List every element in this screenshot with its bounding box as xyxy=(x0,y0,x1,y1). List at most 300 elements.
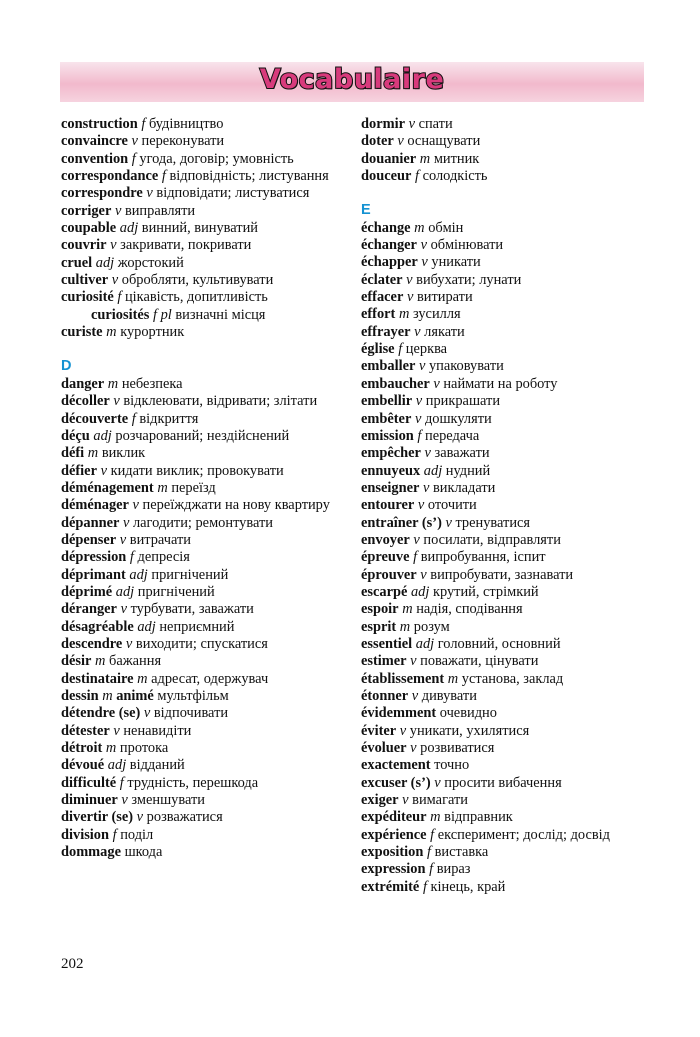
translation: переїжджати на нову квартиру xyxy=(142,497,330,514)
translation: уникати xyxy=(431,254,481,271)
grammar-label: v xyxy=(433,375,440,392)
grammar-label: v xyxy=(132,497,139,514)
grammar-label: v xyxy=(434,774,441,791)
translation: відданий xyxy=(129,757,185,774)
headword: exposition xyxy=(361,844,424,861)
vocab-entry xyxy=(61,445,344,462)
translation: виклик xyxy=(101,445,146,462)
translation: турбувати, заважати xyxy=(130,601,254,618)
headword: danger xyxy=(61,375,105,392)
vocab-entry xyxy=(361,844,644,861)
grammar-label: v xyxy=(410,653,417,670)
grammar-label: f xyxy=(119,774,124,791)
page-number: 202 xyxy=(61,956,84,972)
headword: exactement xyxy=(361,757,431,774)
grammar-label: v xyxy=(410,740,417,757)
translation: вимагати xyxy=(412,792,468,809)
headword: destinataire xyxy=(61,670,134,687)
translation: обмінювати xyxy=(430,237,504,254)
headword: échange xyxy=(361,219,411,236)
vocab-entry xyxy=(61,688,344,705)
grammar-label: v xyxy=(122,514,130,531)
translation: випробування, іспит xyxy=(420,549,546,566)
translation: відповідність; листування xyxy=(169,168,329,185)
vocab-entry xyxy=(361,723,644,740)
headword: doter xyxy=(361,133,394,150)
vocab-entry xyxy=(361,220,644,237)
grammar-label: v xyxy=(415,393,423,410)
grammar-label: f xyxy=(422,878,427,895)
headword: correspondance xyxy=(61,168,159,185)
vocab-entry xyxy=(361,445,644,462)
translation: вибухати; лунати xyxy=(416,271,522,288)
vocab-entry xyxy=(61,151,344,168)
translation: вираз xyxy=(436,861,471,878)
headword: effort xyxy=(361,306,396,323)
headword: détester xyxy=(61,722,110,739)
headword: défi xyxy=(61,445,85,462)
headword: couvrir xyxy=(61,237,107,254)
headword: expérience xyxy=(361,826,427,843)
translation: неприємний xyxy=(159,618,235,635)
translation: лагодити; ремонтувати xyxy=(132,514,273,531)
grammar-label: v xyxy=(121,792,128,809)
vocab-entry xyxy=(61,203,344,220)
translation: наймати на роботу xyxy=(443,375,558,392)
headword: convaincre xyxy=(61,133,128,150)
vocab-entry xyxy=(361,549,644,566)
vocab-entry xyxy=(61,844,344,861)
vocab-entry xyxy=(361,567,644,584)
grammar-label: f xyxy=(131,150,136,167)
grammar-label: f xyxy=(429,861,434,878)
headword: descendre xyxy=(61,635,123,652)
grammar-label: v xyxy=(100,462,107,479)
vocab-entry xyxy=(61,428,344,445)
headword: divertir (se) xyxy=(61,809,134,826)
vocab-entry xyxy=(361,636,644,653)
headword: étonner xyxy=(361,688,409,704)
headword: difficulté xyxy=(61,774,117,791)
headword: déménager xyxy=(61,497,129,514)
vocab-entry xyxy=(361,740,644,757)
right-column xyxy=(361,116,644,896)
vocab-entry xyxy=(61,549,344,566)
title-banner xyxy=(60,62,644,102)
translation: протока xyxy=(119,740,169,757)
grammar-label: f xyxy=(430,826,435,843)
headword: déçu xyxy=(61,427,90,444)
grammar-label: m xyxy=(398,306,410,323)
translation: відправник xyxy=(444,809,513,826)
grammar-label: f pl xyxy=(152,306,172,323)
vocab-entry xyxy=(361,116,644,133)
translation: адресат, одержувач xyxy=(151,670,269,687)
grammar-label: v xyxy=(120,601,127,618)
headword: enseigner xyxy=(361,479,420,496)
vocab-entry xyxy=(61,740,344,757)
vocab-entry xyxy=(61,289,344,306)
translation: шкода xyxy=(124,844,163,861)
translation: зменшувати xyxy=(131,792,205,809)
headword: embellir xyxy=(361,393,413,410)
headword: expéditeur xyxy=(361,809,427,826)
headword: corriger xyxy=(61,202,112,219)
vocab-entry xyxy=(61,723,344,740)
section-letter: E xyxy=(361,202,371,219)
grammar-label: adj xyxy=(107,757,127,774)
grammar-label: v xyxy=(420,237,427,254)
translation: розчарований; нездійснений xyxy=(115,427,290,444)
grammar-label: m xyxy=(137,670,148,687)
grammar-label: m xyxy=(419,150,431,167)
headword: évoluer xyxy=(361,740,407,757)
translation: крутий, стрімкий xyxy=(432,583,539,600)
vocab-entry xyxy=(61,185,344,202)
vocab-entry xyxy=(361,497,644,514)
grammar-label: m xyxy=(95,653,106,670)
grammar-label: v xyxy=(411,688,419,704)
headword: dépenser xyxy=(61,531,117,548)
vocab-entry xyxy=(361,411,644,428)
grammar-label: m xyxy=(102,688,113,704)
translation: посилати, відправляти xyxy=(423,531,561,548)
vocab-entry xyxy=(61,515,344,532)
vocab-entry xyxy=(61,619,344,636)
grammar-label: adj xyxy=(115,583,135,600)
grammar-label: v xyxy=(125,635,133,652)
headword: exiger xyxy=(361,792,399,809)
grammar-label: adj xyxy=(95,254,115,271)
vocab-entry xyxy=(361,168,644,185)
vocab-entry xyxy=(61,497,344,514)
headword: division xyxy=(61,826,109,843)
translation: прикрашати xyxy=(425,393,501,410)
translation: точно xyxy=(434,757,470,774)
grammar-label: f xyxy=(426,844,431,861)
headword: entraîner (s’) xyxy=(361,514,442,531)
headword: correspondre xyxy=(61,185,143,202)
translation: переконувати xyxy=(141,133,225,150)
translation: небезпека xyxy=(121,375,183,392)
grammar-label: adj xyxy=(410,583,430,600)
headword: dépanner xyxy=(61,514,120,531)
translation: тренуватися xyxy=(455,514,531,531)
vocab-entry xyxy=(361,306,644,323)
vocab-entry xyxy=(361,688,644,705)
grammar-label: m xyxy=(87,445,99,462)
vocab-entry xyxy=(361,254,644,271)
vocab-entry xyxy=(61,411,344,428)
grammar-label: m xyxy=(447,670,459,687)
headword: estimer xyxy=(361,653,407,670)
headword: douanier xyxy=(361,150,417,167)
grammar-label: v xyxy=(131,133,138,150)
translation: цікавість, допитливість xyxy=(124,289,268,306)
grammar-label: m xyxy=(157,479,168,496)
translation: депресія xyxy=(137,549,190,566)
headword: convention xyxy=(61,150,129,167)
translation: пригнічений xyxy=(137,583,215,600)
grammar-label: v xyxy=(406,271,413,288)
vocab-entry xyxy=(61,133,344,150)
translation: установа, заклад xyxy=(461,670,564,687)
translation: передача xyxy=(425,427,480,444)
vocab-entry xyxy=(361,428,644,445)
grammar-label: m xyxy=(107,375,119,392)
translation: виправляти xyxy=(124,202,196,219)
vocab-entry xyxy=(61,636,344,653)
translation: упаковувати xyxy=(428,358,504,375)
headword: douceur xyxy=(361,168,412,185)
grammar-label: v xyxy=(408,116,415,132)
grammar-label: f xyxy=(141,116,146,132)
vocab-entry xyxy=(361,289,644,306)
headword: église xyxy=(361,341,395,358)
grammar-label: m xyxy=(402,601,413,618)
translation: будівництво xyxy=(148,116,224,132)
translation: очевидно xyxy=(439,705,497,722)
vocab-entry xyxy=(361,341,644,358)
grammar-label: v xyxy=(417,497,425,514)
vocab-entry xyxy=(361,792,644,809)
grammar-label: adj xyxy=(137,618,156,635)
translation: поважати, цінувати xyxy=(420,653,539,670)
translation: відкриття xyxy=(139,410,199,427)
vocab-entry xyxy=(361,671,644,688)
grammar-label: m xyxy=(399,618,411,635)
translation: дошкуляти xyxy=(424,410,492,427)
headword: déprimant xyxy=(61,566,126,583)
vocab-entry xyxy=(61,255,344,272)
translation: церква xyxy=(405,341,448,358)
vocab-entry xyxy=(61,168,344,185)
translation: спати xyxy=(418,116,453,132)
grammar-label: adj xyxy=(415,635,435,652)
grammar-label: v xyxy=(402,792,409,809)
vocab-entry xyxy=(361,705,644,722)
headword: espoir xyxy=(361,601,399,618)
headword: désir xyxy=(61,653,92,670)
section-letter: D xyxy=(61,358,72,375)
translation: дивувати xyxy=(421,688,477,704)
headword: emballer xyxy=(361,358,416,375)
vocab-entry xyxy=(61,463,344,480)
vocab-entry xyxy=(361,757,644,774)
translation: розум xyxy=(413,618,450,635)
translation: бажання xyxy=(109,653,162,670)
vocab-entry xyxy=(61,601,344,618)
grammar-label: v xyxy=(414,410,422,427)
headword: empêcher xyxy=(361,445,421,462)
translation: відповідати; листуватися xyxy=(156,185,310,202)
translation: витирати xyxy=(416,289,473,306)
headword: déménagement xyxy=(61,479,154,496)
vocab-entry xyxy=(361,827,644,844)
headword: détendre (se) xyxy=(61,705,141,722)
headword: désagréable xyxy=(61,618,134,635)
translation: відклеювати, відривати; злітати xyxy=(123,393,318,410)
grammar-label: v xyxy=(113,722,120,739)
translation: розважатися xyxy=(146,809,223,826)
vocab-entry xyxy=(361,775,644,792)
headword: éviter xyxy=(361,722,397,739)
left-column xyxy=(61,116,344,861)
translation: оснащувати xyxy=(407,133,481,150)
translation: просити вибачення xyxy=(444,774,562,791)
translation: трудність, перешкода xyxy=(127,774,259,791)
vocab-entry xyxy=(361,463,644,480)
vocab-entry xyxy=(61,324,344,341)
translation: виходити; спускатися xyxy=(135,635,268,652)
headword: envoyer xyxy=(361,531,410,548)
vocab-entry xyxy=(61,480,344,497)
grammar-label: adj xyxy=(423,462,443,479)
headword: excuser (s’) xyxy=(361,774,431,791)
translation: переїзд xyxy=(171,479,216,496)
grammar-label: v xyxy=(424,445,431,462)
grammar-label: m xyxy=(430,809,441,826)
translation: заважати xyxy=(434,445,490,462)
translation: курортник xyxy=(120,324,185,341)
grammar-label: v xyxy=(399,722,407,739)
headword: détroit xyxy=(61,740,103,757)
vocab-entry xyxy=(361,879,644,896)
translation: митник xyxy=(433,150,480,167)
translation: пригнічений xyxy=(151,566,229,583)
vocab-entry xyxy=(61,393,344,410)
headword: emission xyxy=(361,427,414,444)
vocab-entry xyxy=(61,653,344,670)
vocab-entry xyxy=(61,671,344,688)
grammar-label: v xyxy=(406,289,414,306)
vocab-entry xyxy=(361,601,644,618)
vocab-entry xyxy=(361,861,644,878)
vocab-entry xyxy=(61,775,344,792)
translation: винний, винуватий xyxy=(141,220,258,237)
headword: ennuyeux xyxy=(361,462,421,479)
vocab-entry xyxy=(361,376,644,393)
headword-part: animé xyxy=(116,688,154,704)
grammar-label: f xyxy=(417,427,422,444)
translation: викладати xyxy=(432,479,496,496)
grammar-label: f xyxy=(129,549,134,566)
translation: закривати, покривати xyxy=(120,237,252,254)
translation: визначні місця xyxy=(175,306,266,323)
translation: кидати виклик; провокувати xyxy=(110,462,284,479)
vocab-entry xyxy=(61,220,344,237)
grammar-label: f xyxy=(414,168,419,185)
grammar-label: f xyxy=(398,341,403,358)
headword: évidemment xyxy=(361,705,437,722)
grammar-label: v xyxy=(413,531,420,548)
headword: escarpé xyxy=(361,583,408,600)
headword: embêter xyxy=(361,410,412,427)
vocab-entry xyxy=(361,584,644,601)
headword: esprit xyxy=(361,618,397,635)
vocab-entry xyxy=(61,705,344,722)
vocab-entry xyxy=(361,393,644,410)
headword: construction xyxy=(61,116,138,132)
headword: éclater xyxy=(361,271,403,288)
translation: розвиватися xyxy=(420,740,495,757)
vocab-entry xyxy=(61,272,344,289)
vocab-entry xyxy=(361,237,644,254)
translation: угода, договір; умовність xyxy=(139,150,294,167)
grammar-label: m xyxy=(106,324,117,341)
grammar-label: v xyxy=(111,272,119,289)
vocab-entry xyxy=(61,532,344,549)
translation: виставка xyxy=(434,844,489,861)
headword: coupable xyxy=(61,220,117,237)
headword: curiosité xyxy=(61,289,114,306)
headword: épreuve xyxy=(361,549,410,566)
page-title: Vocabulaire xyxy=(259,64,445,95)
headword: établissement xyxy=(361,670,445,687)
translation: поділ xyxy=(120,826,154,843)
vocab-entry xyxy=(361,151,644,168)
vocab-entry xyxy=(361,272,644,289)
vocab-entry xyxy=(361,809,644,826)
grammar-label: v xyxy=(113,393,120,410)
translation: обробляти, культивувати xyxy=(121,272,274,289)
vocab-entry xyxy=(61,809,344,826)
vocab-entry xyxy=(61,237,344,254)
grammar-label: v xyxy=(414,323,421,340)
translation: експеримент; дослід; досвід xyxy=(437,826,610,843)
headword: cultiver xyxy=(61,272,109,289)
grammar-label: v xyxy=(420,566,427,583)
translation: обмін xyxy=(428,219,464,236)
headword: déranger xyxy=(61,601,117,618)
translation: випробувати, зазнавати xyxy=(430,566,574,583)
headword: échapper xyxy=(361,254,418,271)
translation: головний, основний xyxy=(437,635,561,652)
headword: effacer xyxy=(361,289,404,306)
grammar-label: v xyxy=(418,358,426,375)
grammar-label: f xyxy=(161,168,166,185)
grammar-label: v xyxy=(114,202,122,219)
vocab-entry xyxy=(361,133,644,150)
vocab-entry xyxy=(361,653,644,670)
grammar-label: v xyxy=(110,237,117,254)
vocab-entry xyxy=(61,757,344,774)
grammar-label: v xyxy=(136,809,144,826)
translation: надія, сподівання xyxy=(416,601,523,618)
grammar-label: v xyxy=(119,531,127,548)
headword: extrémité xyxy=(361,878,420,895)
vocab-entry xyxy=(61,567,344,584)
vocab-entry xyxy=(361,358,644,375)
translation: нудний xyxy=(445,462,491,479)
headword: défier xyxy=(61,462,97,479)
vocab-entry xyxy=(61,792,344,809)
headword: dévoué xyxy=(61,757,105,774)
vocab-entry xyxy=(361,515,644,532)
grammar-label: m xyxy=(414,219,425,236)
headword: éprouver xyxy=(361,566,417,583)
translation: зусилля xyxy=(412,306,461,323)
headword: découverte xyxy=(61,410,129,427)
vocab-entry xyxy=(361,532,644,549)
headword: échanger xyxy=(361,237,417,254)
vocab-entry xyxy=(61,584,344,601)
headword: cruel xyxy=(61,254,93,271)
translation: оточити xyxy=(427,497,477,514)
grammar-label: v xyxy=(422,479,430,496)
headword: dormir xyxy=(361,116,405,132)
vocab-entry xyxy=(361,619,644,636)
